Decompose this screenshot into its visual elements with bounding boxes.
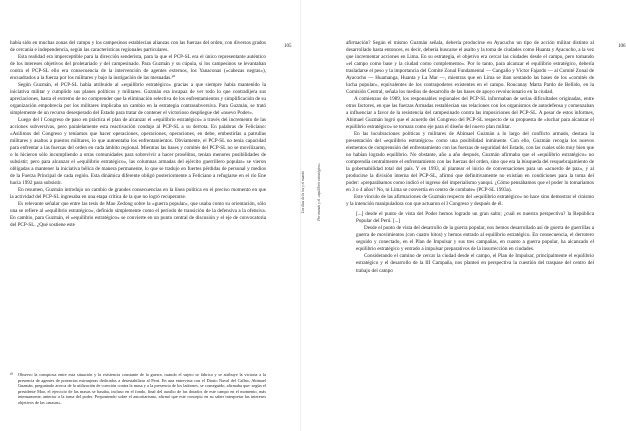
left-paragraph-4: Luego del I Congreso de paso en práctica el plan de alcanzar el «equilibrio estratégico» a través del incremento de las acciones subversivas, pero paralelamente esta reactivación condujo al PCP-SL a su derrota. En palabras de Feliciano: «Asilimos del Congreso y teníamos que hacer operaciones, operaciones, operaciones, en debe, embestirlas a patrullas militares y asaltos a puestos militares, lo que aumentaba los enfrentamientos. Obviamente, el PCP-SL no tenía capacidad para enfrentar a las fuerzas del orden en cada ámbito regional. Mientras las bases y comités del PCP-SL no se movilizaron, o lo hicieron sólo incumpliendo a otras comunidades para sobrevivir a hacer prosélitos, tenían menores posibilidades de subsistir; pero para alcanzar el «equilibrio estratégico», las columnas armadas del ejército guerrillero popular» se vieron obligadas a mantener la iniciativa bélica de manera permanente, lo que se tradujo en fuertes pérdidas de personal y medios de la Fuerza Principal de cada región. Esta dinámica diferente obligó posteriormente a Feliciano a refugiarse en el río Ene hacia 1992 para subsistir. (10, 117, 266, 187)
footnote (10, 372, 266, 406)
left-paragraph-3: Según Guzmán, el PCP-SL había atribuido al «equilibrio estratégico» gracias a que siempre había mantenido la iniciativa militar y cumplido sus planes políticos y militares. Guzmán era incapaz de ver todo lo que contradijera sus apreciaciones, hasta el extremo de no comprender que la eliminación selectiva de los enfrentamientos y simplificación de su organización empobrecía por los militares implicaba un cambio en la estrategia contrasubversiva. Para Guzmán, se trató simplemente de un recurso desesperado del Estado para tratar de contener el victorioso despliegue del «nuevo Poder». (10, 82, 266, 117)
running-head-left: Los días de la ira y el mundo (300, 171, 305, 213)
left-paragraph-1: había sido en muchas zonas del campo y los campesinos establecían alianzas con las fuerzas del orden, con diversos grados de cercanía e independencia, según las características regionales particulares. (10, 40, 266, 54)
right-page-text-column (346, 40, 594, 278)
footnote-text: Observo la conspicua entre esta situación y la existencia constante de la guerra, cuando el sujeto se fabrica y se atribuye la victoria a la presencia de agentes de potencias extranjeras dedicados a desestabilizar al Perú. En una entrevista con el Diario Naval del Callao, Abimael Guzmán, preguntado acerca de la utilización de coerción contra la masa y a la presencia de los ladrones, se conseguido, afirmaba que: según el presidente Mao, el ejercicio de las masas se basaba, incluso en el fondo, final del auxilio de las dotados de este campo en el momento, más intensamente, anterior a la toma del poder. Proponiendo sobre el autoritarismo, afirmó que este concepto en su saber interpretar las intereses objetivos de las «masas». (18, 372, 266, 405)
right-page (304, 0, 626, 431)
right-paragraph-3: En las lucubraciones políticas y militares de Abimael Guzmán a lo largo del conflicto armado, destaca la presentación del «equilibrio estratégico» como una posibilidad inminente. Con ello, Guzmán recogía los nuevos elementos de comprensión del enfrentamiento con las fuerzas de seguridad del Estado, con las cuales sólo muy bien que no habían logrado equilibrio. No obstante, año a año después, Guzmán afirmaba que el «equilibrio estratégico» no comprendía centralmente el enfrentamiento con las fuerzas del orden, sino que era la búsqueda del resquebrajamiento de la gobernabilidad total del país. Y en 1993, al plantear el inicio de conversaciones para un «acuerdo de paz», y al producirse la división interna del PCP-SL, afirmó que definitivamente no existían en condiciones para la toma del poder: «preparábamos como indicó el ingreso del imperialismo yanqui. ¿Cómo pensábamos que el poder lo tomaríamos en 3 o 4 años? No, ni Lima se convertía en centro de combate» (PCP-SL 1993a). (346, 131, 594, 194)
left-page (0, 0, 305, 431)
footnote-mark: ³⁰ (10, 372, 14, 377)
block-quote (346, 211, 594, 274)
right-paragraph-4: Este vínculo de las afirmaciones de Guzmán respecto del «equilibrio estratégico» no hace sino demostrar el cinismo y la intención manipuladora con que actuaron el I Congreso y después de él. (346, 194, 594, 208)
gutter (300, 0, 301, 431)
page-number-right: 106 (618, 44, 626, 49)
page-number-left: 105 (284, 44, 292, 49)
quote-paragraph-2: Desde el punto de vista del desarrollo de la guerra popular, nos hemos desarrollado así de guerra de guerrillas a guerra de movimientos (con cuatro hitos) y hemos entrado al equilibrio estratégico. En consecuencia, el derrotero seguido y conectado, en el Plan de Impulsar y sus tres campañas, en cuanto a guerra popular, ha alcanzado el equilibrio estratégico y entrado a impulsar preparativos de la insurrección en ciudades. (356, 225, 594, 253)
footnotes (10, 372, 266, 406)
running-head-right: Por mundo y el «equilibrio estratégico» (316, 163, 321, 221)
left-paragraph-5: En resumen, Guzmán introdujo un cambio de grandes consecuencias en la línea política en el preciso momento en que la actividad del PCP-SL ingresaba en una etapa crítica de la que no logró recuperarse. (10, 187, 266, 201)
quote-paragraph-3: Considerando el camino de cercar la ciudad desde el campo, el Plan de Impulsar, principalmente el equilibrio estratégico y el desarrollo de la III Campaña, nos planteó en perspectiva la cuestión del traspase del centro del trabajo del campo (356, 253, 594, 274)
left-page-text-column (10, 40, 266, 229)
quote-paragraph-1: [...] desde el punto de vista del Poder hemos logrado un gran salto; ¿cuál es nuestra perspectiva? la República Popular del Perú. [...] (356, 211, 594, 225)
right-paragraph-2: A comienzos de 1989, los responsables regionales del PCP-SL informaban de serias dificultades originadas, entre otros factores, en que las fuerzas Armadas restablecían sus relaciones con los organismos de autodefensa y comenzaban a influenciar a favor de la resistencia del campesinado contra las imposiciones del PCP-SL. A pesar de estos informes, Abimael Guzmán logró que el acuerdo del Congreso del PCP-SL respecto de su propuesta de «luchar para alcanzar el equilibrio estratégico» se tornara como eje para el diseño del nuevo plan militar. (346, 96, 594, 131)
right-paragraph-1: afirmación? Según el mismo Guzmán señala, debería producirse en Ayacucho un tipo de acción militar distinto al desarrollado hasta entonces, es decir, debería buscarse el asalto y la toma de ciudades como Huanta y Ayacucho, a la vez que incrementar acciones en Lima. En su estrategia, el objetivo era cercar las ciudades desde el campo, pero tomando «el campo como base y la ciudad como complemento». Por lo tanto, para alcanzar el equilibrio estratégico, debería trasladarse el peso y la importancia del Comité Zonal Fundamental — Cangallo y Víctor Fajardo — al Comité Zonal de Ayacucho — Huamanga, Huanta y La Mar —, mientras que en Lima se iban sentando las bases de los «comités de lucha popular», equivalentes de los contrapoderes existentes en el campo. Roucanay Marta Pardo de Bellido, en la Comisión Central, señala los medios de desarrollo de las bases de apoyo revolucionario en la ciudad. (346, 40, 594, 96)
left-paragraph-2: Esta realidad era imperceptible para la dirección senderista, para la que el PCP-SL era el único representante auténtico de los intereses objetivos del proletariado y del campesinado. Para Guzmán y su cúpula, si los campesinos se levantaban contra el PCP-SL ello era consecuencia de la intervención de agentes externos, los Yanaconas («cabezas negras»), encuadrados a la fuerza por los militares y bajo la instigación de las mesnadas.³⁰ (10, 54, 266, 82)
left-paragraph-6: Es relevante señalar que entre las tesis de Mao Zedong sobre la «guerra popular», que usaba como su orientación, sólo una se refiere al «equilibrio estratégico», definido simplemente como el período de transición de la defensiva a la ofensiva. En cambio, para Guzmán, el «equilibrio estratégico» se convierte en un punto central de discusión y el eje de convocatoria del PCP-SL. ¿Qué sostiene este (10, 201, 266, 229)
